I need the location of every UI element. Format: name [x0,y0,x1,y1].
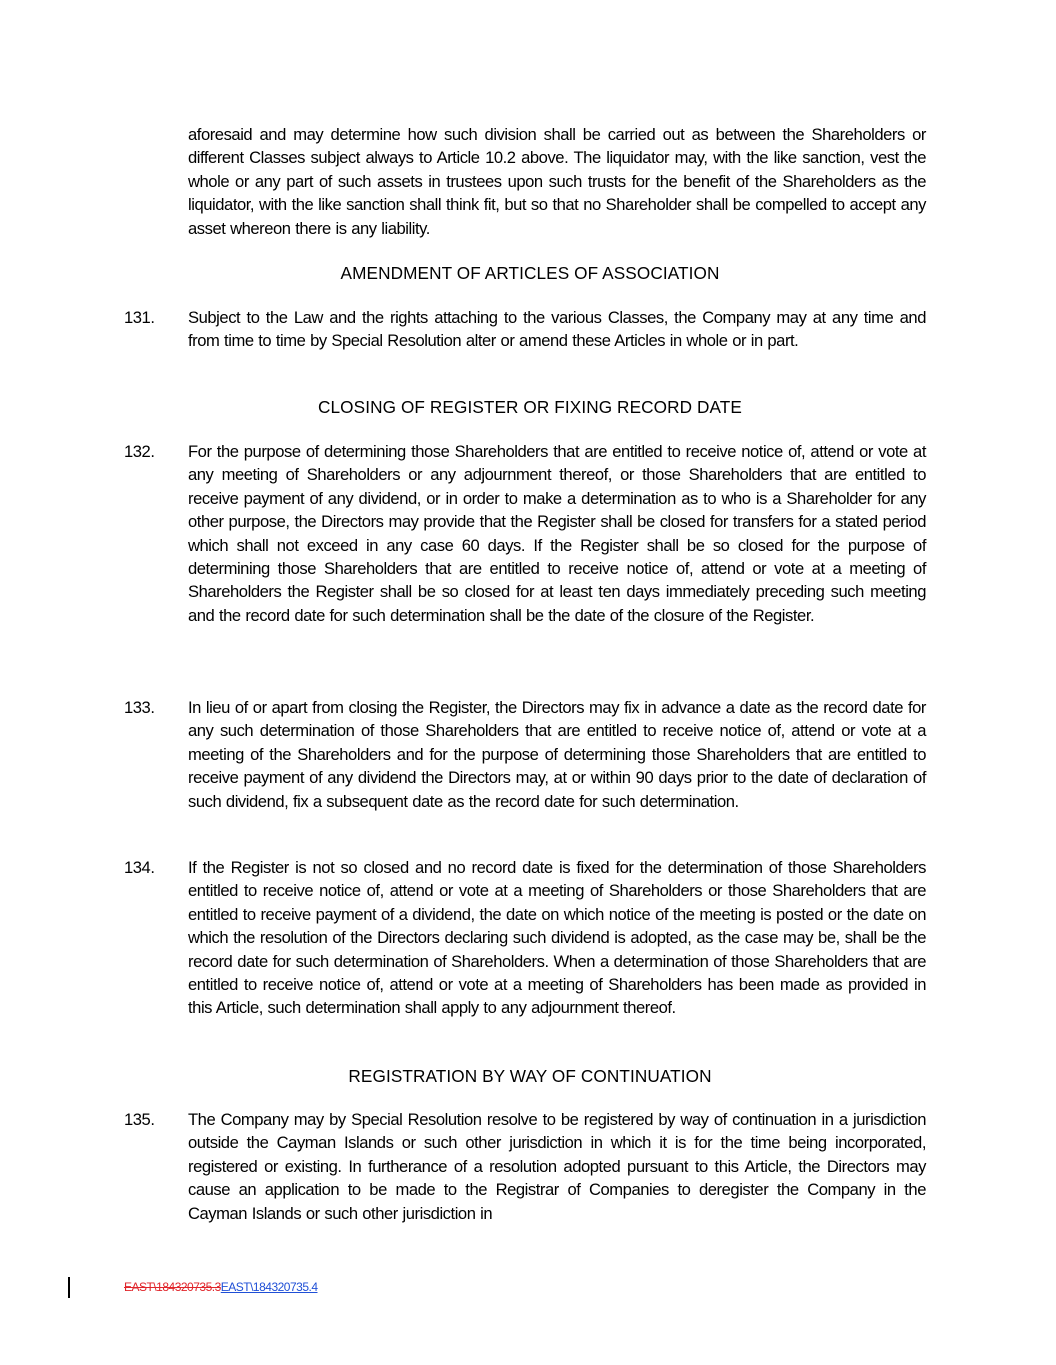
article-text-131: Subject to the Law and the rights attaching to the various Classes, the Company may at any time and from time to time by Special Resolution alter or amend these Articles in whole or in part. [188,308,926,351]
heading-registration-continuation: REGISTRATION BY WAY OF CONTINUATION [348,1066,712,1086]
article-text-135: The Company may by Special Resolution resolve to be registered by way of continuation in a jurisdiction outside the Cayman Islands or such other jurisdiction in which it is for the time being incorporated, registered or existing. In furtherance of a resolution adopted pursuant to this Article, the Directors may cause an application to be made to the Registrar of Companies to deregister the Company in the Cayman Islands or such other jurisdiction in [188,1110,926,1223]
article-text-132: For the purpose of determining those Shareholders that are entitled to receive notice of, attend or vote at any meeting of Shareholders or any adjournment thereof, or those Shareholders that are entitled to receive payment of any dividend, or in order to make a determination as to who is a Shareholder for any other purpose, the Directors may provide that the Register shall be closed for transfers for a stated period which shall not exceed in any case 60 days. If the Register shall be so closed for the purpose of determining those Shareholders that are entitled to receive notice of, attend or vote at a meeting of Shareholders the Register shall be so closed for at least ten days immediately preceding such meeting and the record date for such determination shall be the date of the closure of the Register. [188,442,926,625]
article-number-133: 133. [124,698,155,717]
footer-deleted-reference: EAST\184320735.3 [124,1280,221,1294]
article-text-134: If the Register is not so closed and no record date is fixed for the determination of those Shareholders entitled to receive notice of, attend or vote at a meeting of Shareholders or those Shareholders that are entitled to receive payment of a dividend, the date on which notice of the meeting is posted or the date on which the resolution of the Directors declaring such dividend is adopted, as the case may be, shall be the record date for such determination of Shareholders. When a determination of those Shareholders that are entitled to receive notice of, attend or vote at a meeting of Shareholders has been made as provided in this Article, such determination shall apply to any adjournment thereof. [188,858,926,1018]
article-number-134: 134. [124,858,155,877]
article-number-131: 131. [124,308,155,327]
article-text-133: In lieu of or apart from closing the Register, the Directors may fix in advance a date as the record date for any such determination of those Shareholders that are entitled to receive notice of, attend or vote at a meeting of the Shareholders and for the purpose of determining those Shareholders that are entitled to receive payment of any dividend the Directors may, at or within 90 days prior to the date of declaration of such dividend, fix a subsequent date as the record date for such determination. [188,698,926,811]
footer-inserted-reference: EAST\184320735.4 [220,1280,318,1294]
article-number-132: 132. [124,442,155,461]
continuation-paragraph: aforesaid and may determine how such division shall be carried out as between the Shareholders or different Classes subject always to Article 10.2 above. The liquidator may, with the like sanction, vest the whole or any part of such assets in trustees upon such trusts for the benefit of the Shareholders as the liquidator, with the like sanction shall think fit, but so that no Shareholder shall be compelled to accept any asset whereon there is any liability. [188,125,926,238]
article-number-135: 135. [124,1110,155,1129]
heading-closing-register: CLOSING OF REGISTER OR FIXING RECORD DATE [318,397,742,417]
heading-amendment: AMENDMENT OF ARTICLES OF ASSOCIATION [340,263,720,283]
footer-document-reference [124,1280,318,1295]
revision-change-bar [68,1277,70,1298]
